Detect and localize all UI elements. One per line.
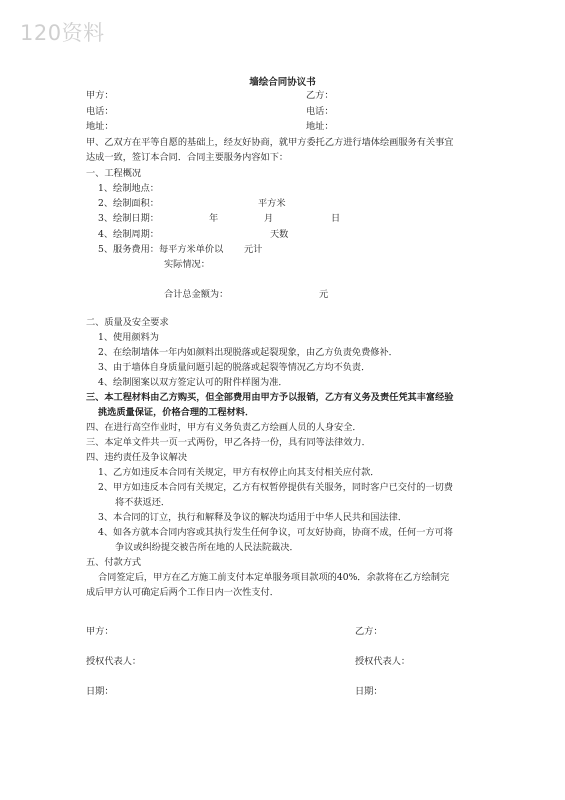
materials-line-1: 三、本工程材料由乙方购买，但全部费用由甲方予以报销，乙方有义务及责任凭其丰富经验: [86, 392, 454, 403]
watermark-logo: 120资料: [20, 21, 105, 45]
signature-rep-b: 授权代表人：: [355, 656, 411, 667]
signature-rep-a: 授权代表人：: [86, 656, 142, 667]
liability-item-1: 1、乙方如违反本合同有关规定，甲方有权停止向其支付相关应付款．: [98, 467, 380, 478]
address-a-label: 地址：: [86, 121, 114, 132]
liability-item-3: 3、本合同的订立，执行和解释及争议的解决均适用于中华人民共和国法律．: [98, 512, 408, 523]
address-b-label: 地址：: [306, 121, 334, 132]
item-date: 3、绘制日期：: [98, 213, 159, 224]
signature-date-a: 日期：: [86, 686, 114, 697]
date-day: 日: [331, 213, 341, 224]
payment-heading: 五、付款方式: [86, 557, 142, 568]
signature-party-a: 甲方：: [86, 626, 114, 637]
liability-item-4: 4、如各方就本合同内容或其执行发生任何争议，可友好协商，协商不成，任何一方可将: [98, 527, 453, 538]
party-a-label: 甲方：: [86, 90, 114, 101]
fee-unit: 元计: [244, 244, 263, 255]
area-unit: 平方米: [258, 198, 286, 209]
safety-clause: 四、在进行高空作业时，甲方有义务负责乙方绘画人员的人身安全．: [86, 422, 362, 433]
copies-clause: 三、本定单文件共一页一式两份，甲乙各持一份，具有同等法律效力．: [86, 437, 371, 448]
liability-item-2: 2、甲方如违反本合同有关规定，乙方有权暂停提供有关服务，同时客户已交付的一切费: [98, 482, 453, 493]
item-area: 2、绘制面积：: [98, 198, 159, 209]
total-amount-unit: 元: [319, 289, 329, 300]
quality-item-4: 4、绘制图案以双方签定认可的附件样图为准．: [98, 377, 288, 388]
quality-item-2: 2、在绘制墙体一年内如颜料出现脱落或起裂现象，由乙方负责免费修补．: [98, 347, 398, 358]
period-unit: 天数: [270, 229, 289, 240]
phone-b-label: 电话：: [306, 106, 334, 117]
materials-line-2: 挑选质量保证，价格合理的工程材料．: [98, 407, 255, 418]
total-amount-label: 合计总金额为：: [164, 289, 229, 300]
liability-heading: 四、违约责任及争议解决: [86, 452, 188, 463]
section-1-heading: 一、工程概况: [86, 168, 142, 179]
section-2-heading: 二、质量及安全要求: [86, 317, 169, 328]
item-period: 4、绘制周期：: [98, 229, 159, 240]
item-fee: 5、服务费用：每平方米单价以: [98, 244, 224, 255]
signature-date-b: 日期：: [355, 686, 383, 697]
payment-line-1: 合同签定后，甲方在乙方施工前支付本定单服务项目款项的40%．余款将在乙方绘制完: [98, 572, 450, 583]
liability-item-4-cont: 争议或纠纷提交被告所在地的人民法院裁决．: [115, 542, 299, 553]
contract-title: 墙绘合同协议书: [249, 77, 316, 88]
quality-item-3: 3、由于墙体自身质量问题引起的脱落或起裂等情况乙方均不负责．: [98, 362, 371, 373]
item-actual: 实际情况：: [164, 259, 210, 270]
intro-line-1: 甲、乙双方在平等自愿的基础上，经友好协商，就甲方委托乙方进行墙体绘画服务有关事宜: [86, 137, 454, 148]
date-month: 月: [264, 213, 274, 224]
item-location: 1、绘制地点：: [98, 183, 159, 194]
party-b-label: 乙方：: [306, 90, 334, 101]
date-year: 年: [209, 213, 219, 224]
intro-line-2: 达成一致，签订本合同．合同主要服务内容如下：: [86, 152, 289, 163]
quality-item-1: 1、使用颜料为: [98, 332, 159, 343]
liability-item-2-cont: 将不获返还．: [115, 497, 171, 508]
payment-line-2: 成后甲方认可确定后两个工作日内一次性支付．: [86, 587, 279, 598]
phone-a-label: 电话：: [86, 106, 114, 117]
signature-party-b: 乙方：: [355, 626, 383, 637]
